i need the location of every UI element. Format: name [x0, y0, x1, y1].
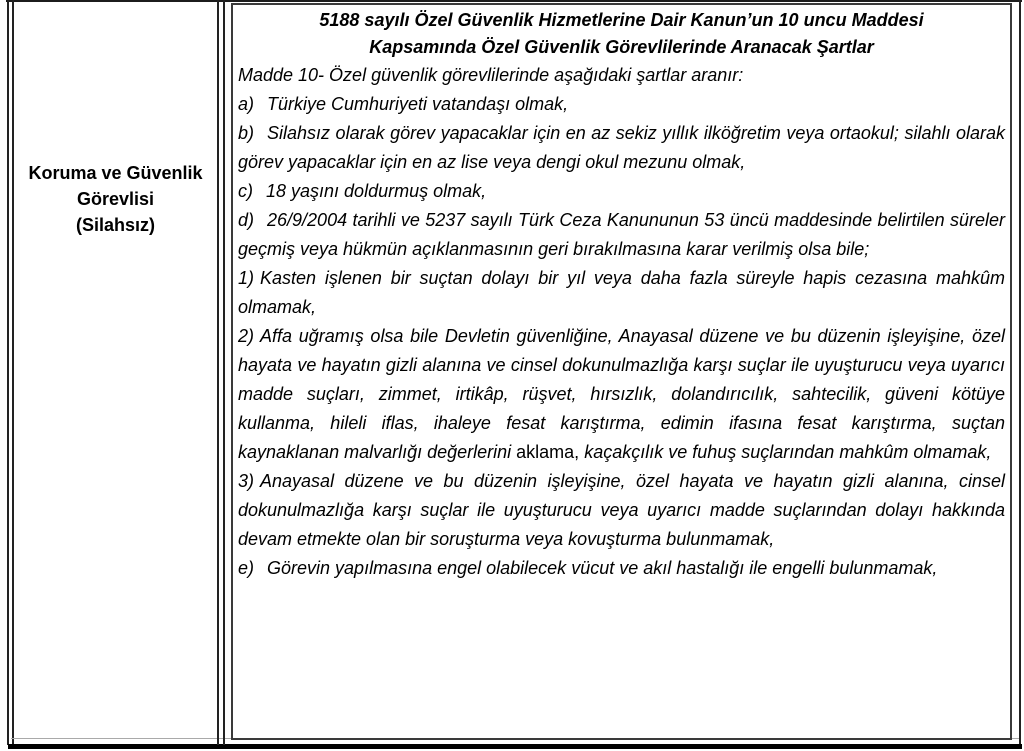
item-marker: c) — [238, 181, 253, 201]
item-text-upright: aklama, — [516, 442, 580, 462]
item-text: kaçakçılık ve fuhuş suçlarından mahkûm olmamak, — [579, 442, 992, 462]
item-marker: d) — [238, 210, 255, 230]
law-heading — [238, 7, 1005, 61]
item-text: Anayasal düzene ve bu düzenin işleyişine, özel hayata ve hayatın gizli alanına, cinsel dokunulmazlığa karşı suçlar ile uyuşturucu veya uyarıcı madde suçlarından dolayı hakkında devam etmekte olan bir soruşturma veya kovuşturma bulunmamak, — [238, 471, 1005, 549]
item-text: 26/9/2004 tarihli ve 5237 sayılı Türk Ceza Kanununun 53 üncü maddesinde belirtilen süreler geçmiş veya hükmün açıklanmasının geri bırakılmasına karar verilmiş olsa bile; — [238, 210, 1005, 259]
table-column-divider — [217, 0, 225, 745]
table-border-bottom — [8, 744, 1022, 749]
table-border-left — [7, 0, 14, 745]
item-marker: e) — [238, 558, 255, 578]
item-marker: 3) — [238, 471, 255, 491]
list-item-e — [238, 554, 1005, 583]
item-marker: 2) — [238, 326, 255, 346]
role-cell — [14, 160, 217, 238]
item-marker: a) — [238, 94, 255, 114]
list-item-1 — [238, 264, 1005, 322]
role-title-line: (Silahsız) — [75, 215, 155, 235]
list-item-c — [238, 177, 1005, 206]
item-text: Türkiye Cumhuriyeti vatandaşı olmak, — [267, 94, 569, 114]
item-text: Affa uğramış olsa bile Devletin güvenliğine, Anayasal düzene ve bu düzenin işleyişine, özel hayata ve hayatın gizli alanına ve cinsel dokunulmazlığa karşı suçlar ile uyuşturucu veya uyarıcı madde suçları, zimmet, irtikâp, rüşvet, hırsızlık, dolandırıcılık, sahtecilik, güveni kötüye kullanma, hileli iflas, ihaleye fesat karıştırma, edimin ifasına fesat karıştırma, suçtan kaynaklanan malvarlığı değerlerini — [238, 326, 1005, 462]
list-item-a — [238, 90, 1005, 119]
item-marker: 1) — [238, 268, 255, 288]
list-item-3 — [238, 467, 1005, 554]
law-heading-line: 5188 sayılı Özel Güvenlik Hizmetlerine Dair Kanun’un 10 uncu Maddesi — [319, 10, 924, 30]
item-text: 18 yaşını doldurmuş olmak, — [266, 181, 487, 201]
table-border-top — [6, 0, 1022, 2]
role-title-line: Görevlisi — [76, 189, 155, 209]
list-item-d — [238, 206, 1005, 264]
list-item-2 — [238, 322, 1005, 467]
item-marker: b) — [238, 123, 255, 143]
role-title-line: Koruma ve Güvenlik — [28, 163, 203, 183]
item-text: Silahsız olarak görev yapacaklar için en az sekiz yıllık ilköğretim veya ortaokul; silahlı olarak görev yapacaklar için en az lise veya dengi okul mezunu olmak, — [238, 123, 1005, 172]
item-text: Görevin yapılmasına engel olabilecek vücut ve akıl hastalığı ile engelli bulunmamak, — [267, 558, 938, 578]
list-item-b — [238, 119, 1005, 177]
law-heading-line: Kapsamında Özel Güvenlik Görevlilerinde Aranacak Şartlar — [369, 37, 874, 57]
item-text: Kasten işlenen bir suçtan dolayı bir yıl veya daha fazla süreyle hapis cezasına mahkûm olmamak, — [238, 268, 1005, 317]
table-border-right — [1019, 0, 1021, 745]
requirements-cell — [231, 3, 1012, 740]
intro-line: Madde 10- Özel güvenlik görevlilerinde aşağıdaki şartlar aranır: — [238, 65, 744, 85]
